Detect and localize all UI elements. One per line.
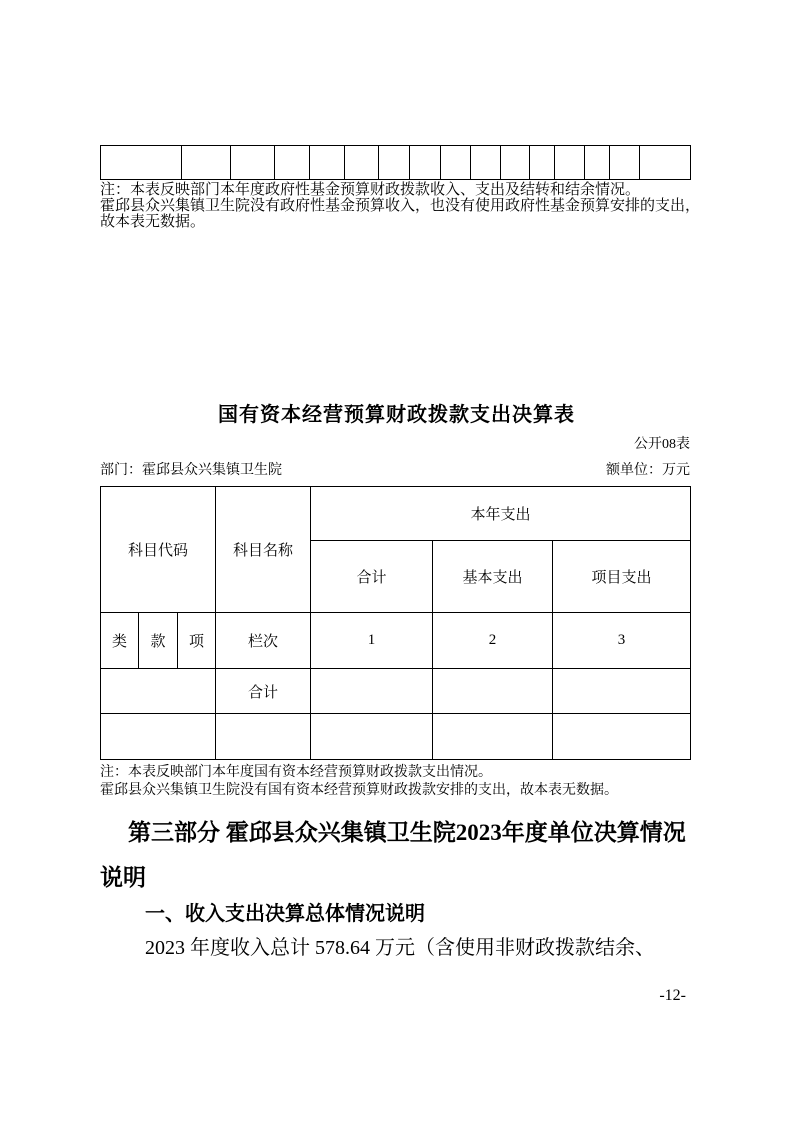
table-cell [216, 714, 311, 760]
table-cell [471, 146, 501, 180]
table-header-row [101, 487, 691, 541]
header-subject-code: 科目代码 [101, 487, 216, 613]
table-cell [311, 714, 433, 760]
table-title: 国有资本经营预算财政拨款支出决算表 [218, 404, 575, 426]
header-basic-expenditure: 基本支出 [433, 541, 553, 613]
table-cell [433, 669, 553, 714]
table-cell [275, 146, 310, 180]
table-cell [101, 669, 216, 714]
part3-heading: 第三部分 霍邱县众兴集镇卫生院2023年度单位决算情况说明 [100, 820, 686, 890]
table-cell [530, 146, 555, 180]
government-fund-note [100, 182, 710, 230]
cell-column-3: 3 [553, 613, 691, 669]
note-line: 注：本表反映部门本年度政府性基金预算财政拨款收入、支出及结转和结余情况。 [100, 182, 641, 198]
table-cell [553, 669, 691, 714]
cell-item: 项 [178, 613, 216, 669]
note-line: 故本表无数据。 [100, 214, 206, 230]
header-current-year-expenditure: 本年支出 [311, 487, 691, 541]
table-cell [640, 146, 691, 180]
state-capital-note [100, 764, 720, 800]
table-cell [310, 146, 345, 180]
table-cell [410, 146, 441, 180]
table-cell [101, 714, 216, 760]
empty-row [101, 714, 691, 760]
cell-class: 类 [101, 613, 139, 669]
table-cell [585, 146, 610, 180]
note-line: 霍邱县众兴集镇卫生院没有政府性基金预算收入，也没有使用政府性基金预算安排的支出， [100, 198, 701, 214]
public-form-label: 公开08表 [634, 437, 690, 452]
header-project-expenditure: 项目支出 [553, 541, 691, 613]
total-row [101, 669, 691, 714]
table-cell [501, 146, 530, 180]
body-paragraph: 2023 年度收入总计 578.64 万元（含使用非财政拨款结余、 [145, 937, 655, 959]
table-cell [231, 146, 275, 180]
table-cell [610, 146, 640, 180]
state-capital-expenditure-table [100, 486, 691, 760]
page-number: -12- [659, 987, 686, 1004]
cell-total-label: 合计 [216, 669, 311, 714]
cell-column-2: 2 [433, 613, 553, 669]
cell-column-label: 栏次 [216, 613, 311, 669]
column-index-row [101, 613, 691, 669]
table-cell [182, 146, 231, 180]
note-line: 注：本表反映部门本年度国有资本经营预算财政拨款支出情况。 [100, 765, 492, 780]
table-cell [101, 146, 182, 180]
section-subheading: 一、收入支出决算总体情况说明 [145, 903, 425, 925]
table-row [101, 146, 691, 180]
department-label: 部门：霍邱县众兴集镇卫生院 [100, 463, 282, 478]
table-cell [379, 146, 410, 180]
note-line: 霍邱县众兴集镇卫生院没有国有资本经营预算财政拨款安排的支出，故本表无数据。 [100, 783, 618, 798]
cell-column-1: 1 [311, 613, 433, 669]
table-cell [555, 146, 585, 180]
header-total: 合计 [311, 541, 433, 613]
table-cell [553, 714, 691, 760]
cell-section: 款 [139, 613, 178, 669]
table-cell [345, 146, 379, 180]
table-cell [441, 146, 471, 180]
table-cell [433, 714, 553, 760]
unit-label: 额单位：万元 [606, 463, 690, 478]
table-cell [311, 669, 433, 714]
header-subject-name: 科目名称 [216, 487, 311, 613]
table-meta-row [100, 459, 690, 479]
continued-empty-table [100, 145, 691, 180]
